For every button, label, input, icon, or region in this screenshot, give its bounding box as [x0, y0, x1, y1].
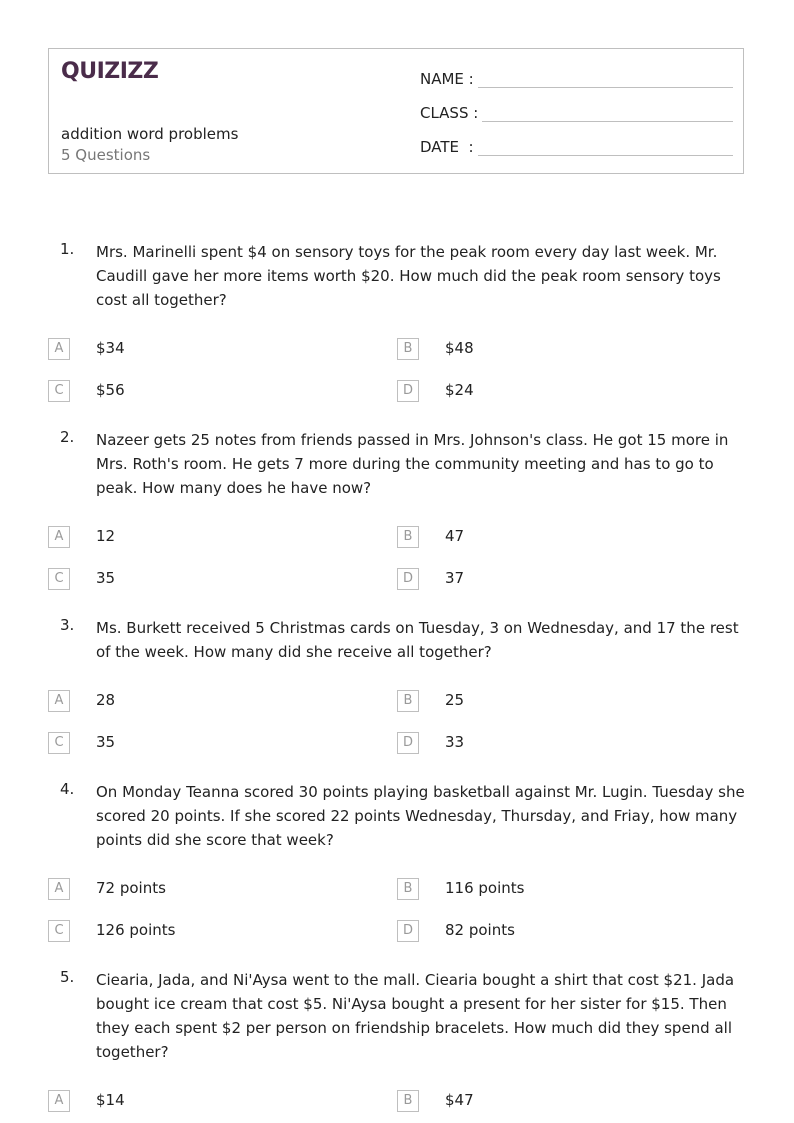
date-line[interactable]: [478, 137, 733, 156]
question-text: Mrs. Marinelli spent $4 on sensory toys for the peak room every day last week. Mr. Caudill gave her more items worth $20. How much did the peak room sensory toys cost all together?: [96, 243, 721, 309]
question-text: Ms. Burkett received 5 Christmas cards on Tuesday, 3 on Wednesday, and 17 the rest of the week. How many did she receive all together?: [96, 619, 739, 661]
name-label: NAME :: [420, 70, 474, 88]
question-text: Ciearia, Jada, and Ni'Aysa went to the mall. Ciearia bought a shirt that cost $21. Jada bought ice cream that cost $5. Ni'Aysa bought a present for her sister for $15. Then they each spent $2 per person on friendship bracelets. How much did they spend all together?: [96, 971, 735, 1061]
option-text: 25: [445, 691, 465, 709]
option-letter-box[interactable]: B: [397, 878, 419, 900]
option-letter-box[interactable]: A: [48, 338, 70, 360]
option-letter-box[interactable]: C: [48, 732, 70, 754]
worksheet-title: addition word problems: [61, 125, 239, 143]
option-letter-box[interactable]: A: [48, 526, 70, 548]
question-number: 4.: [60, 780, 75, 798]
option-text: 12: [96, 527, 116, 545]
option-text: $34: [96, 339, 125, 357]
option-letter-box[interactable]: B: [397, 338, 419, 360]
option-letter-box[interactable]: C: [48, 380, 70, 402]
option-letter-box[interactable]: C: [48, 920, 70, 942]
option-text: $48: [445, 339, 474, 357]
option-letter-box[interactable]: A: [48, 690, 70, 712]
option-letter-box[interactable]: D: [397, 568, 419, 590]
date-field[interactable]: [420, 137, 733, 156]
question-count: 5 Questions: [61, 146, 151, 164]
option-text: $14: [96, 1091, 125, 1109]
quizizz-logo: QUIZIZZ: [61, 59, 159, 84]
option-text: 37: [445, 569, 465, 587]
name-line[interactable]: [478, 69, 733, 88]
class-line[interactable]: [482, 103, 733, 122]
option-letter-box[interactable]: D: [397, 920, 419, 942]
question-number: 5.: [60, 968, 75, 986]
option-letter-box[interactable]: D: [397, 380, 419, 402]
class-label: CLASS :: [420, 104, 479, 122]
option-text: 72 points: [96, 879, 166, 897]
option-text: 47: [445, 527, 465, 545]
question-number: 3.: [60, 616, 75, 634]
option-letter-box[interactable]: D: [397, 732, 419, 754]
class-field[interactable]: [420, 103, 733, 122]
option-text: $24: [445, 381, 474, 399]
question-text: On Monday Teanna scored 30 points playing basketball against Mr. Lugin. Tuesday she scored 20 points. If she scored 22 points Wednesday, Thursday, and Friay, how many points did she score that week?: [96, 783, 745, 849]
option-letter-box[interactable]: C: [48, 568, 70, 590]
date-label: DATE :: [420, 138, 474, 156]
name-field[interactable]: [420, 69, 733, 88]
worksheet-header: [48, 48, 744, 174]
option-letter-box[interactable]: B: [397, 690, 419, 712]
option-text: $56: [96, 381, 125, 399]
option-text: 35: [96, 733, 116, 751]
option-text: 28: [96, 691, 116, 709]
option-text: 33: [445, 733, 465, 751]
option-text: 35: [96, 569, 116, 587]
question-number: 2.: [60, 428, 75, 446]
option-text: 82 points: [445, 921, 515, 939]
option-text: $47: [445, 1091, 474, 1109]
option-text: 126 points: [96, 921, 176, 939]
option-letter-box[interactable]: A: [48, 1090, 70, 1112]
option-text: 116 points: [445, 879, 525, 897]
option-letter-box[interactable]: B: [397, 526, 419, 548]
question-text: Nazeer gets 25 notes from friends passed in Mrs. Johnson's class. He got 15 more in Mrs. Roth's room. He gets 7 more during the community meeting and has to go to peak. How many does he have now?: [96, 431, 729, 497]
option-letter-box[interactable]: A: [48, 878, 70, 900]
option-letter-box[interactable]: B: [397, 1090, 419, 1112]
question-number: 1.: [60, 240, 75, 258]
